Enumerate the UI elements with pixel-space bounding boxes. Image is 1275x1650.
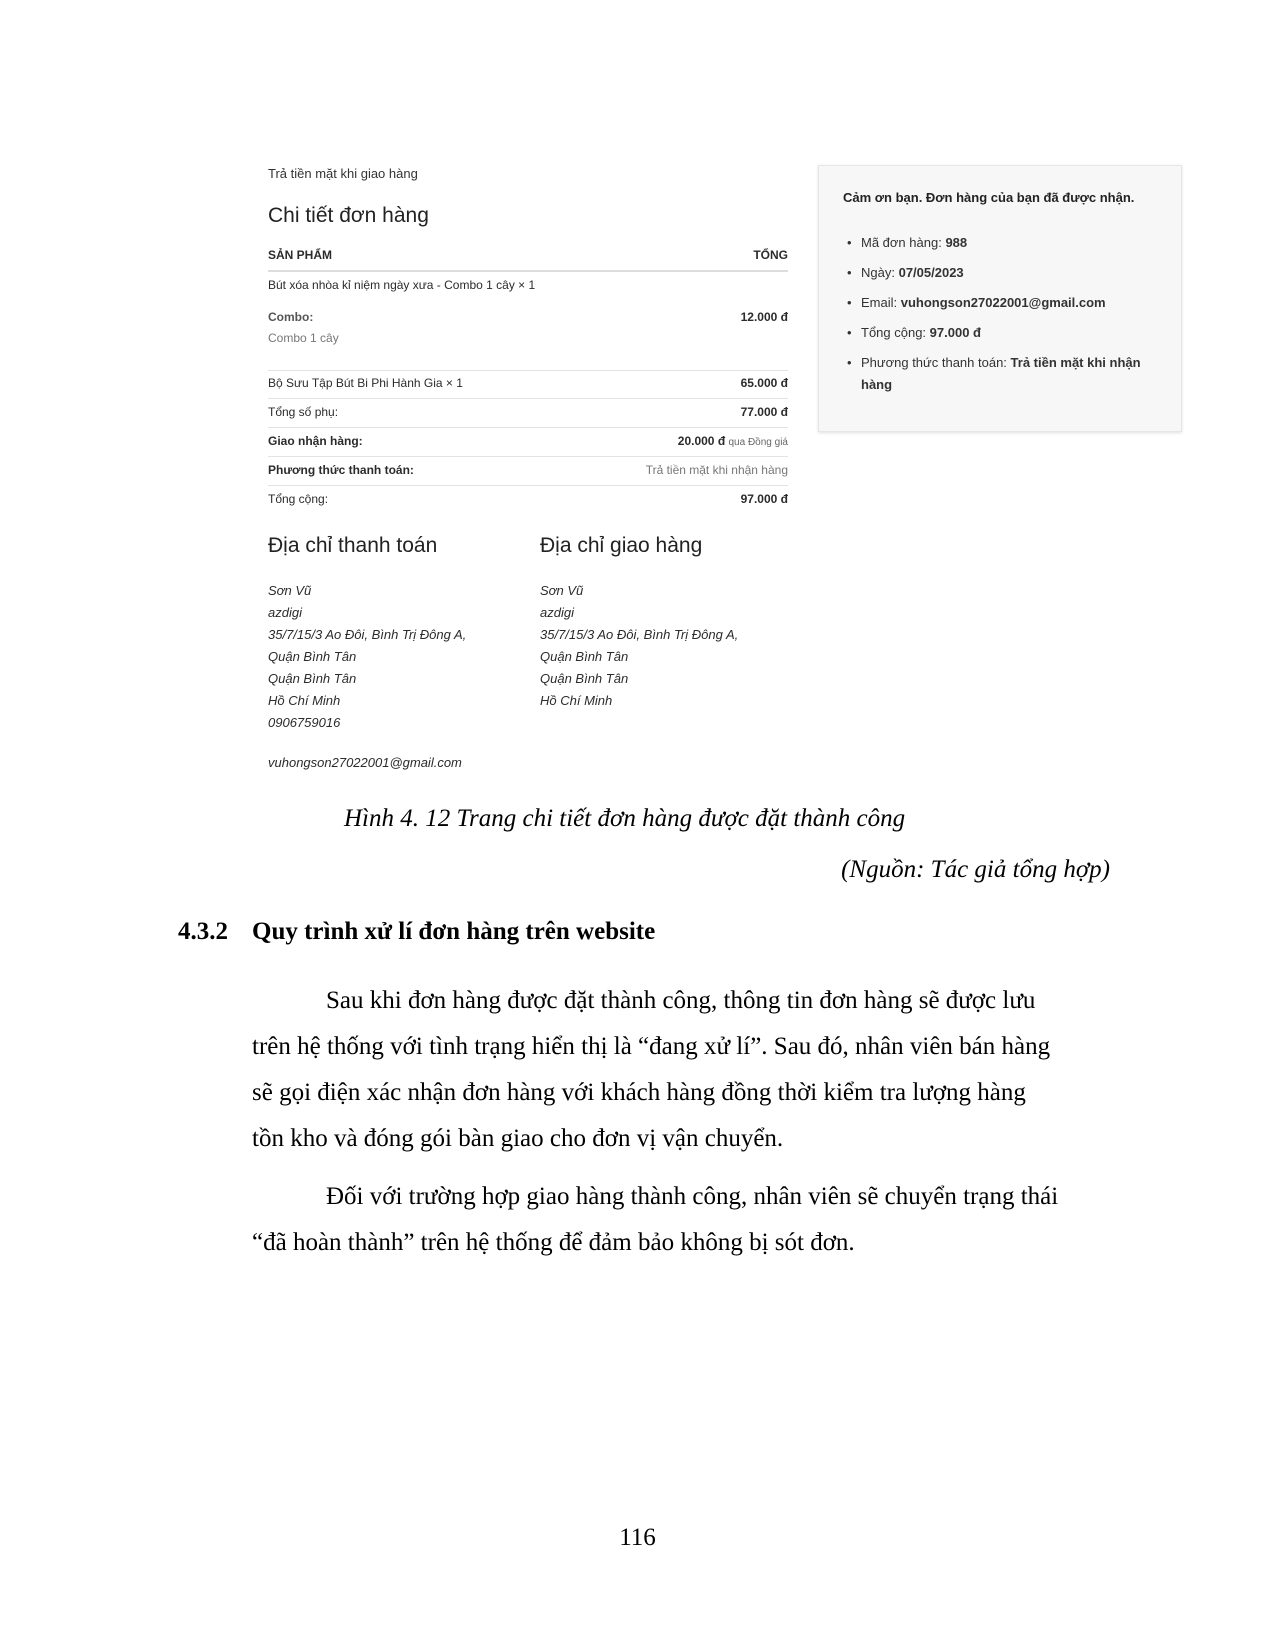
billing-name: Sơn Vũ bbox=[268, 583, 312, 598]
billing-phone: 0906759016 bbox=[268, 715, 341, 730]
order-details-title: Chi tiết đơn hàng bbox=[268, 204, 429, 227]
col-total-header: TỔNG bbox=[753, 248, 788, 262]
shipping-name: Sơn Vũ bbox=[540, 583, 584, 598]
section-heading bbox=[178, 918, 655, 946]
billing-district: Quận Bình Tân bbox=[268, 671, 357, 686]
billing-district: Quận Bình Tân bbox=[268, 649, 357, 664]
payment-method-value: Trả tiền mặt khi nhận hàng bbox=[645, 463, 788, 477]
row-divider bbox=[268, 485, 788, 486]
shipping-street: 35/7/15/3 Ao Đôi, Bình Trị Đông A, bbox=[540, 627, 739, 642]
row-divider bbox=[268, 427, 788, 428]
billing-email: vuhongson27022001@gmail.com bbox=[268, 755, 462, 770]
total-label: Tổng cộng: bbox=[268, 492, 329, 506]
item-name-link[interactable]: Bút xóa nhòa kỉ niệm ngày xưa - Combo 1 cây × 1 bbox=[268, 278, 536, 292]
shipping-district: Quận Bình Tân bbox=[540, 671, 629, 686]
header-divider bbox=[268, 270, 788, 272]
page-number: 116 bbox=[619, 1524, 656, 1551]
billing-city: Hồ Chí Minh bbox=[268, 693, 341, 708]
combo-label: Combo: bbox=[268, 310, 314, 324]
combo-value: Combo 1 cây bbox=[268, 331, 339, 345]
shipping-company: azdigi bbox=[540, 605, 574, 620]
shipping-value: 20.000 đ bbox=[677, 434, 726, 448]
billing-address bbox=[268, 580, 466, 774]
order-received-box bbox=[818, 165, 1182, 432]
order-number: 988 bbox=[945, 235, 968, 250]
list-item: • Phương thức thanh toán: Trả tiền mặt khi nhận hàng bbox=[847, 355, 1141, 392]
paragraph: Đối với trường hợp giao hàng thành công, nhân viên sẽ chuyển trạng thái “đã hoàn thành” trên hệ thống để đảm bảo không bị sót đơn. bbox=[252, 1183, 1059, 1256]
figure-caption: Hình 4. 12 Trang chi tiết đơn hàng được đặt thành công bbox=[344, 805, 906, 832]
billing-company: azdigi bbox=[268, 605, 302, 620]
billing-street: 35/7/15/3 Ao Đôi, Bình Trị Đông A, bbox=[268, 627, 467, 642]
order-date: 07/05/2023 bbox=[898, 265, 964, 280]
subtotal-label: Tổng số phụ: bbox=[268, 405, 339, 419]
shipping-note: qua Đồng giá bbox=[728, 437, 788, 448]
paragraph: Sau khi đơn hàng được đặt thành công, thông tin đơn hàng sẽ được lưu trên hệ thống với tình trạng hiển thị là “đang xử lí”. Sau đó, nhân viên bán hàng sẽ gọi điện xác nhận đơn hàng với khách hàng đồng thời kiểm tra lượng hàng tồn kho và đóng gói bàn giao cho đơn vị vận chuyển. bbox=[252, 987, 1051, 1152]
item-price: 65.000 đ bbox=[740, 376, 788, 390]
item-name-link[interactable]: Bộ Sưu Tập Bút Bi Phi Hành Gia × 1 bbox=[268, 376, 463, 390]
order-email: vuhongson27022001@gmail.com bbox=[900, 295, 1106, 310]
col-product-header: SẢN PHẨM bbox=[268, 248, 333, 262]
list-item: • Email: vuhongson27022001@gmail.com bbox=[847, 295, 1106, 310]
total-value: 97.000 đ bbox=[740, 492, 788, 506]
row-divider bbox=[268, 370, 788, 371]
shipping-city: Hồ Chí Minh bbox=[540, 693, 613, 708]
payment-note: Trả tiền mặt khi giao hàng bbox=[268, 166, 418, 181]
list-item: • Mã đơn hàng: 988 bbox=[847, 235, 968, 250]
order-summary-list bbox=[843, 232, 1163, 404]
row-divider bbox=[268, 398, 788, 399]
row-divider bbox=[268, 456, 788, 457]
payment-method-label: Phương thức thanh toán: bbox=[268, 463, 414, 477]
billing-address-title: Địa chỉ thanh toán bbox=[268, 534, 438, 557]
shipping-label: Giao nhận hàng: bbox=[268, 434, 363, 448]
section-number: 4.3.2 bbox=[178, 918, 228, 945]
order-received-title: Cảm ơn bạn. Đơn hàng của bạn đã được nhận. bbox=[843, 190, 1135, 205]
item-price: 12.000 đ bbox=[740, 310, 788, 324]
order-total: 97.000 đ bbox=[929, 325, 981, 340]
shipping-address bbox=[540, 580, 738, 712]
section-title: Quy trình xử lí đơn hàng trên website bbox=[252, 918, 656, 945]
list-item: • Tổng cộng: 97.000 đ bbox=[847, 325, 981, 340]
shipping-address-title: Địa chỉ giao hàng bbox=[540, 534, 703, 557]
list-item: • Ngày: 07/05/2023 bbox=[847, 265, 964, 280]
figure-source: (Nguồn: Tác giả tổng hợp) bbox=[841, 856, 1110, 883]
shipping-district: Quận Bình Tân bbox=[540, 649, 629, 664]
order-payment-method: Trả tiền mặt khi nhận hàng bbox=[861, 355, 1141, 392]
subtotal-value: 77.000 đ bbox=[740, 405, 788, 419]
